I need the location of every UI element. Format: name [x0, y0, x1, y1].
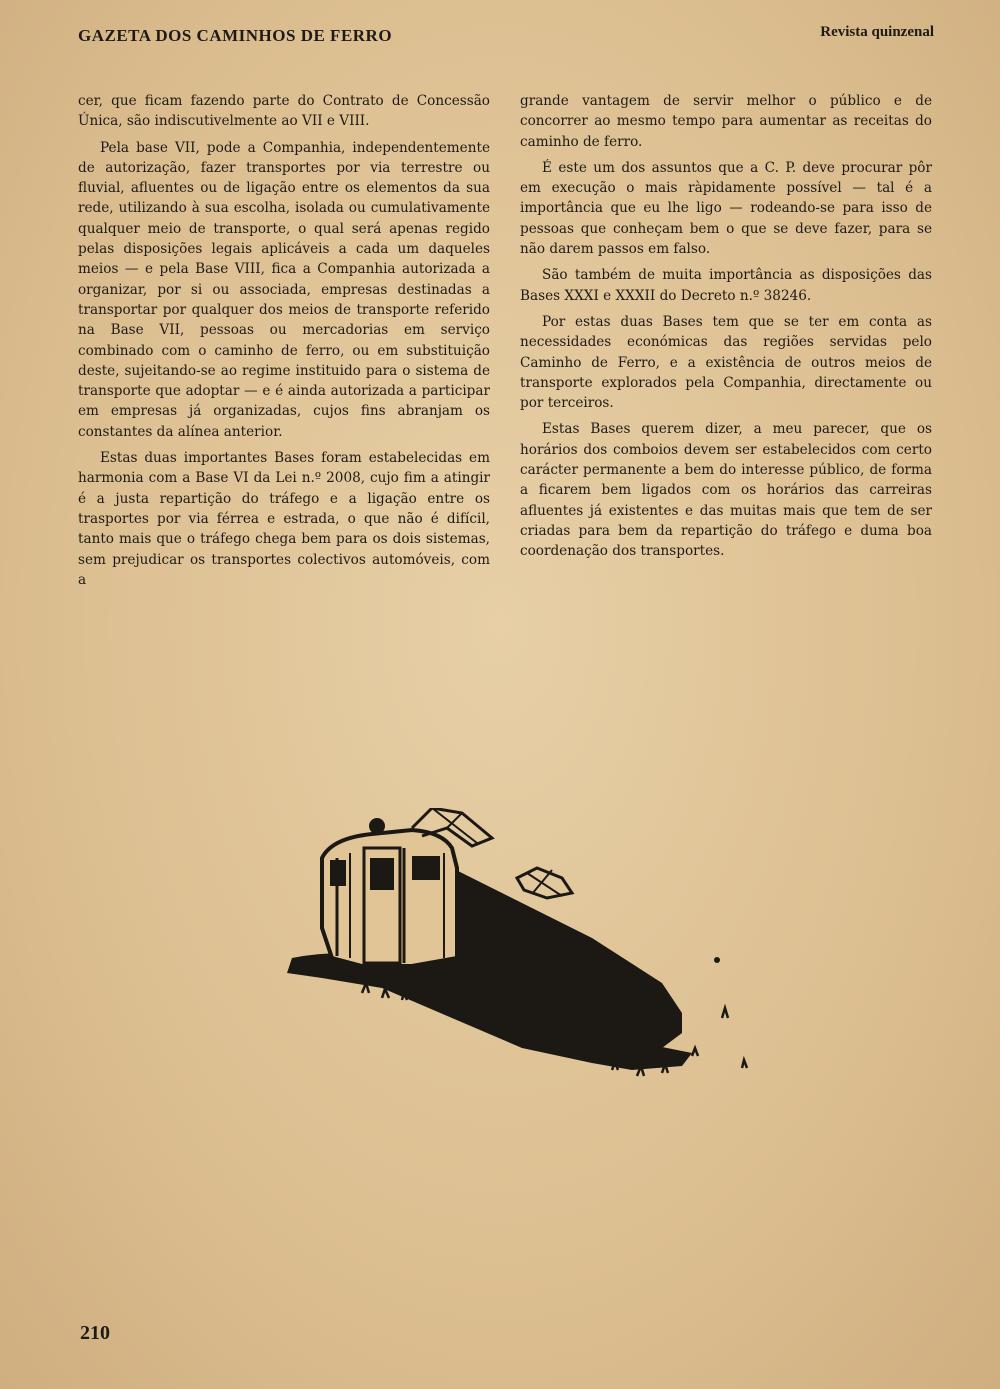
page-number: 210	[80, 1322, 110, 1344]
paragraph: É este um dos assuntos que a C. P. deve procurar pôr em execução o mais ràpidamente possível — tal é a importância que eu lhe ligo — rodeando-se para isso de pessoas que conheçam bem o que se deve fazer, para se não darem passos em falso.	[520, 159, 932, 258]
paragraph: Estas Bases querem dizer, a meu parecer, que os horários dos comboios devem ser estabelecidos com certo carácter permanente a bem do interesse público, de forma a ficarem bem ligados com os horários das carreiras afluentes já existentes e das muitas mais que tem de ser criadas para bem da repartição do tráfego e duma boa coordenação dos transportes.	[520, 421, 932, 560]
paragraph: Por estas duas Bases tem que se ter em conta as necessidades económicas das regiões servidas pelo Caminho de Ferro, e a existência de outros meios de transporte explorados pela Companhia, directamente ou por terceiros.	[520, 313, 932, 412]
header-subtitle: Revista quinzenal	[820, 24, 934, 40]
paragraph: Estas duas importantes Bases foram estabelecidas em harmonia com a Base VI da Lei n.º 2008, cujo fim a atingir é a justa repartição do tráfego e a ligação entre os trasportes por via férrea e estrada, o que não é difícil, tanto mais que o tráfego chega bem para os dois sistemas, sem prejudicar os transportes colectivos automóveis, com a	[78, 450, 490, 588]
left-column	[78, 91, 490, 596]
electric-railcar-illustration-icon	[262, 808, 762, 1108]
paragraph: cer, que ficam fazendo parte do Contrato de Concessão Única, são indiscutivelmente ao VII e VIII.	[78, 93, 490, 130]
page-header	[78, 26, 934, 50]
paragraph: grande vantagem de servir melhor o público e de concorrer ao mesmo tempo para aumentar as receitas do caminho de ferro.	[520, 93, 932, 150]
masthead: GAZETA DOS CAMINHOS DE FERRO	[78, 26, 393, 45]
paragraph: São também de muita importância as disposições das Bases XXXI e XXXII do Decreto n.º 38246.	[520, 267, 932, 304]
right-column	[520, 91, 932, 568]
paragraph: Pela base VII, pode a Companhia, independentemente de autorização, fazer transportes por via terrestre ou fluvial, afluentes ou de ligação entre os elementos da sua rede, utilizando à sua escolha, isolada ou cumulativamente qualquer meio de transporte, o qual será apenas regido pelas disposições legais aplicáveis a cada um daqueles meios — e pela Base VIII, fica a Companhia autorizada a organizar, por si ou associada, empresas destinadas a transportar por qualquer dos meios de transporte referido na Base VII, pessoas ou mercadorias em serviço combinado com o caminho de ferro, ou em substituição deste, sujeitando-se ao regime instituido para o sistema de transporte que adoptar — e é ainda autorizada a participar em empresas já organizadas, cujos fins abranjam os constantes da alínea anterior.	[78, 139, 490, 440]
